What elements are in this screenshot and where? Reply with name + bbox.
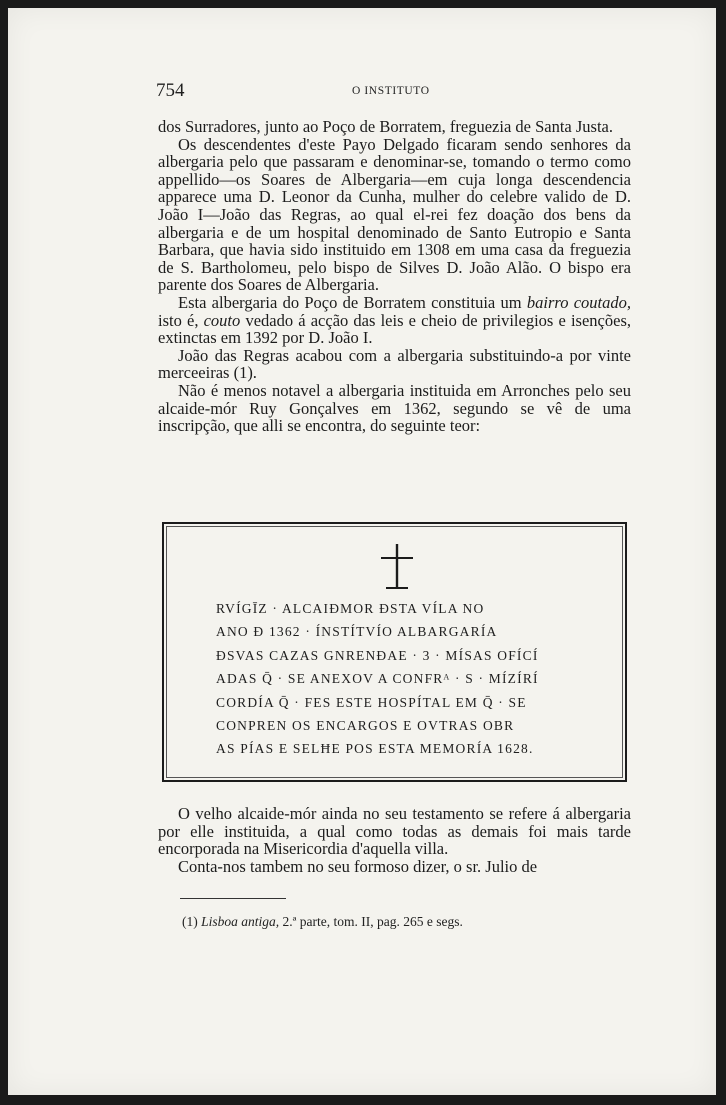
text-run: João das Regras acabou com a albergaria substituindo-a por vinte merceeiras (1).	[158, 345, 631, 383]
inscription-text	[216, 597, 616, 761]
footnote-marker: (1)	[182, 914, 202, 929]
inscription-box	[162, 522, 627, 782]
text-run: isto é,	[158, 310, 204, 330]
inscription-line: CORDÍA Q̄ · FES ESTE HOSPÍTAL EM Q̄ · SE	[216, 694, 527, 710]
text-run: Esta albergaria do Poço de Borratem constituia um	[178, 292, 527, 312]
paragraph	[158, 136, 631, 294]
text-run: dos Surradores, junto ao Poço de Borratem, freguezia de Santa Justa.	[158, 117, 613, 136]
paragraph	[158, 294, 631, 347]
body-text-bottom	[158, 805, 631, 875]
text-run: O velho alcaide-mór ainda no seu testamento se refere á albergaria por elle instituida, a qual como todas as demais foi mais tarde encorporada na Misericordia d'aquella villa.	[158, 804, 631, 859]
italic-text: bairro coutado,	[526, 292, 631, 312]
inscription-line: ADAS Q̄ · SE ANEXOV A CONFRᴬ · S · MÍZÍRÍ	[216, 671, 539, 687]
inscription-line: AS PÍAS E SELĦE POS ESTA MEMORÍA 1628.	[216, 741, 534, 757]
running-title: O INSTITUTO	[352, 85, 430, 97]
footnote-rule	[180, 898, 286, 899]
paragraph	[158, 347, 631, 382]
inscription-line: ÐSVAS CAZAS GNRENÐAE · 3 · MÍSAS OFÍCÍ	[216, 647, 539, 663]
inscription-line: ANO Ð 1362 · ÍNSTÍTVÍO ALBARGARÍA	[216, 624, 498, 640]
latin-cross-icon	[380, 544, 414, 592]
text-run: vedado á acção das leis e cheio de privilegios e isenções, extinctas em 1392 por D. João I.	[158, 310, 631, 348]
text-run: Não é menos notavel a albergaria instituida em Arronches pelo seu alcaide-mór Ruy Gonçalves em 1362, segundo se vê de uma inscripção, que alli se encontra, do seguinte teor:	[158, 380, 631, 436]
paragraph	[158, 858, 631, 876]
footnote-reference: 2.ª parte, tom. II, pag. 265 e segs.	[279, 914, 463, 929]
italic-text: couto	[203, 310, 241, 330]
inscription-line: RVÍGĪZ · ALCAIÐMOR ÐSTA VÍLA NO	[216, 601, 485, 616]
inscription-line: CONPREN OS ENCARGOS E OVTRAS OBR	[216, 718, 515, 734]
footnote	[182, 914, 622, 930]
text-run: Conta-nos tambem no seu formoso dizer, o sr. Julio de	[178, 856, 538, 876]
paragraph	[158, 118, 631, 136]
page-header	[156, 78, 631, 106]
paragraph	[158, 805, 631, 858]
page-number: 754	[156, 80, 185, 101]
paragraph	[158, 382, 631, 435]
footnote-title: Lisboa antiga,	[201, 914, 280, 929]
body-text-top	[158, 118, 631, 435]
text-run: Os descendentes d'este Payo Delgado ficaram sendo senhores da albergaria pelo que passaram e denominar-se, tomando o termo como appellido—os Soares de Albergaria—em cuja longa descendencia apparece uma D. Leonor da Cunha, mulher do celebre valido de D. João I—João das Regras, ao qual el-rei fez doação dos bens da albergaria e de um hospital denominado de Santo Eutropio e Santa Barbara, que havia sido instituido em 1308 em uma casa da freguezia de S. Bartholomeu, pelo bispo de Silves D. João Alão. O bispo era parente dos Soares de Albergaria.	[158, 134, 631, 295]
